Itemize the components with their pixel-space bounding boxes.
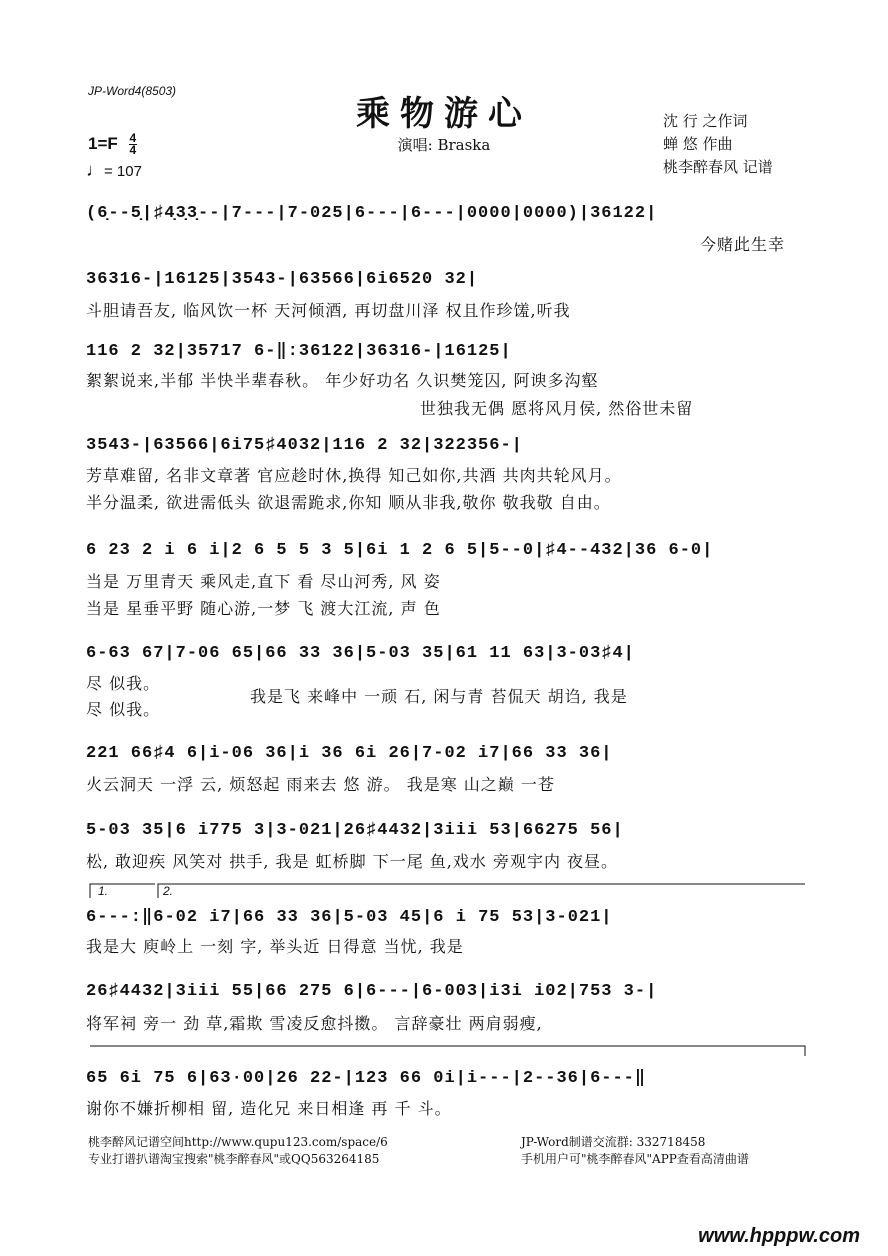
software-tag: JP-Word4(8503) <box>88 84 177 98</box>
quarter-note-icon: ♩ <box>86 160 104 180</box>
footer-right-line-2: 手机用户可"桃李醉春风"APP查看高清曲谱 <box>521 1152 749 1166</box>
volta-2-bracket <box>158 884 805 898</box>
score-line-9: 6---:‖6-02 i7|66 33 36|5-03 45|6 i 75 53|3-021| <box>86 908 613 927</box>
score-line-2: 36316-|16125|3543-|63566|6i6520 32| <box>86 270 479 289</box>
composer-credit: 蝉 悠 作曲 <box>663 135 733 153</box>
score-line-10: 26♯4432|3iii 55|66 275 6|6---|6-003|i3i i02|753 3-| <box>86 982 658 1001</box>
lyric-line-3b: 世独我无偶 愿将风月侯, 然俗世未留 <box>420 399 694 418</box>
score-line-3: 116 2 32|35717 6-‖:36122|36316-|16125| <box>86 342 512 361</box>
lyric-line-5a: 当是 万里青天 乘风走,直下 看 尽山河秀, 风 姿 <box>86 572 441 591</box>
time-top: 4 <box>129 131 137 145</box>
lyric-line-10: 将军祠 旁一 劲 草,霜欺 雪凌反愈抖擞。 言辞豪壮 两肩弱瘦, <box>86 1014 543 1033</box>
lyric-line-8: 松, 敢迎疾 风笑对 拱手, 我是 虹桥脚 下一尾 鱼,戏水 旁观宇内 夜昼。 <box>86 852 619 871</box>
footer-right-line-1: JP-Word制谱交流群: 332718458 <box>521 1135 706 1149</box>
lyric-line-9: 我是大 庾岭上 一刻 字, 举头近 日得意 当忧, 我是 <box>86 937 464 956</box>
song-title: 乘物游心 <box>356 94 532 134</box>
website-watermark[interactable]: www.hpppw.com <box>698 1225 860 1247</box>
footer-left-line-2: 专业打谱扒谱淘宝搜索"桃李醉春风"或QQ563264185 <box>88 1152 380 1166</box>
volta-1-label: 1. <box>98 884 109 898</box>
volta-2-label: 2. <box>163 884 174 898</box>
lyric-line-1: 今赌此生幸 <box>700 235 786 254</box>
score-line-11: 65 6i 75 6|63·00|26 22-|123 66 0i|i---|2--36|6---‖ <box>86 1069 647 1088</box>
lyric-line-5b: 当是 星垂平野 随心游,一梦 飞 渡大江流, 声 色 <box>86 599 441 618</box>
lyric-line-11: 谢你不嫌折柳相 留, 造化兄 来日相逢 再 千 斗。 <box>86 1099 452 1118</box>
lyric-line-3a: 絮絮说来,半郁 半快半辈春秋。 年少好功名 久识樊笼囚, 阿谀多沟壑 <box>86 371 599 390</box>
lyric-line-4a: 芳草难留, 名非文章著 官应趁时休,换得 知己如你,共酒 共肉共轮风月。 <box>86 466 622 485</box>
score-line-1: (6̣--5̣|♯4̣3̣3̣--|7---|7-025|6---|6---|0000|0000)|36122| <box>86 204 658 223</box>
lyricist-credit: 沈 行 之作词 <box>663 112 748 130</box>
time-bottom: 4 <box>129 143 137 157</box>
transcriber-credit: 桃李醉春风 记谱 <box>663 158 773 176</box>
score-line-7: 221 66♯4 6|i-06 36|i 36 6i 26|7-02 i7|66 33 36| <box>86 744 613 763</box>
volta-1-bracket <box>90 884 155 898</box>
score-line-6: 6-63 67|7-06 65|66 33 36|5-03 35|61 11 63|3-03♯4| <box>86 644 635 663</box>
footer-left-line-1: 桃李醉风记谱空间http://www.qupu123.com/space/6 <box>88 1135 388 1149</box>
lyric-line-6b: 尽 似我。 <box>86 700 161 719</box>
lyric-line-6-side: 我是飞 来峰中 一顽 石, 闲与青 苔侃天 胡诌, 我是 <box>250 687 628 706</box>
final-system-rule <box>90 1046 805 1056</box>
score-line-8: 5-03 35|6 i775 3|3-021|26♯4432|3iii 53|66275 56| <box>86 821 624 840</box>
tempo-value: = 107 <box>104 163 142 180</box>
score-line-5: 6 23 2 i 6 i|2 6 5 5 3 5|6i 1 2 6 5|5--0|♯4--432|36 6-0| <box>86 541 714 560</box>
key-label: 1=F <box>88 133 118 153</box>
score-line-4: 3543-|63566|6i75♯4032|116 2 32|322356-| <box>86 436 523 455</box>
lyric-line-4b: 半分温柔, 欲进需低头 欲退需跪求,你知 顺从非我,敬你 敬我敬 自由。 <box>86 493 611 512</box>
singer-credit: 演唱: Braska <box>397 136 491 154</box>
lyric-line-6a: 尽 似我。 <box>86 674 161 693</box>
lyric-line-7: 火云洞天 一浮 云, 烦怒起 雨来去 悠 游。 我是寒 山之巅 一苍 <box>86 775 555 794</box>
lyric-line-2: 斗胆请吾友, 临风饮一杯 天河倾酒, 再切盘川泽 权且作珍馐,听我 <box>86 301 571 320</box>
